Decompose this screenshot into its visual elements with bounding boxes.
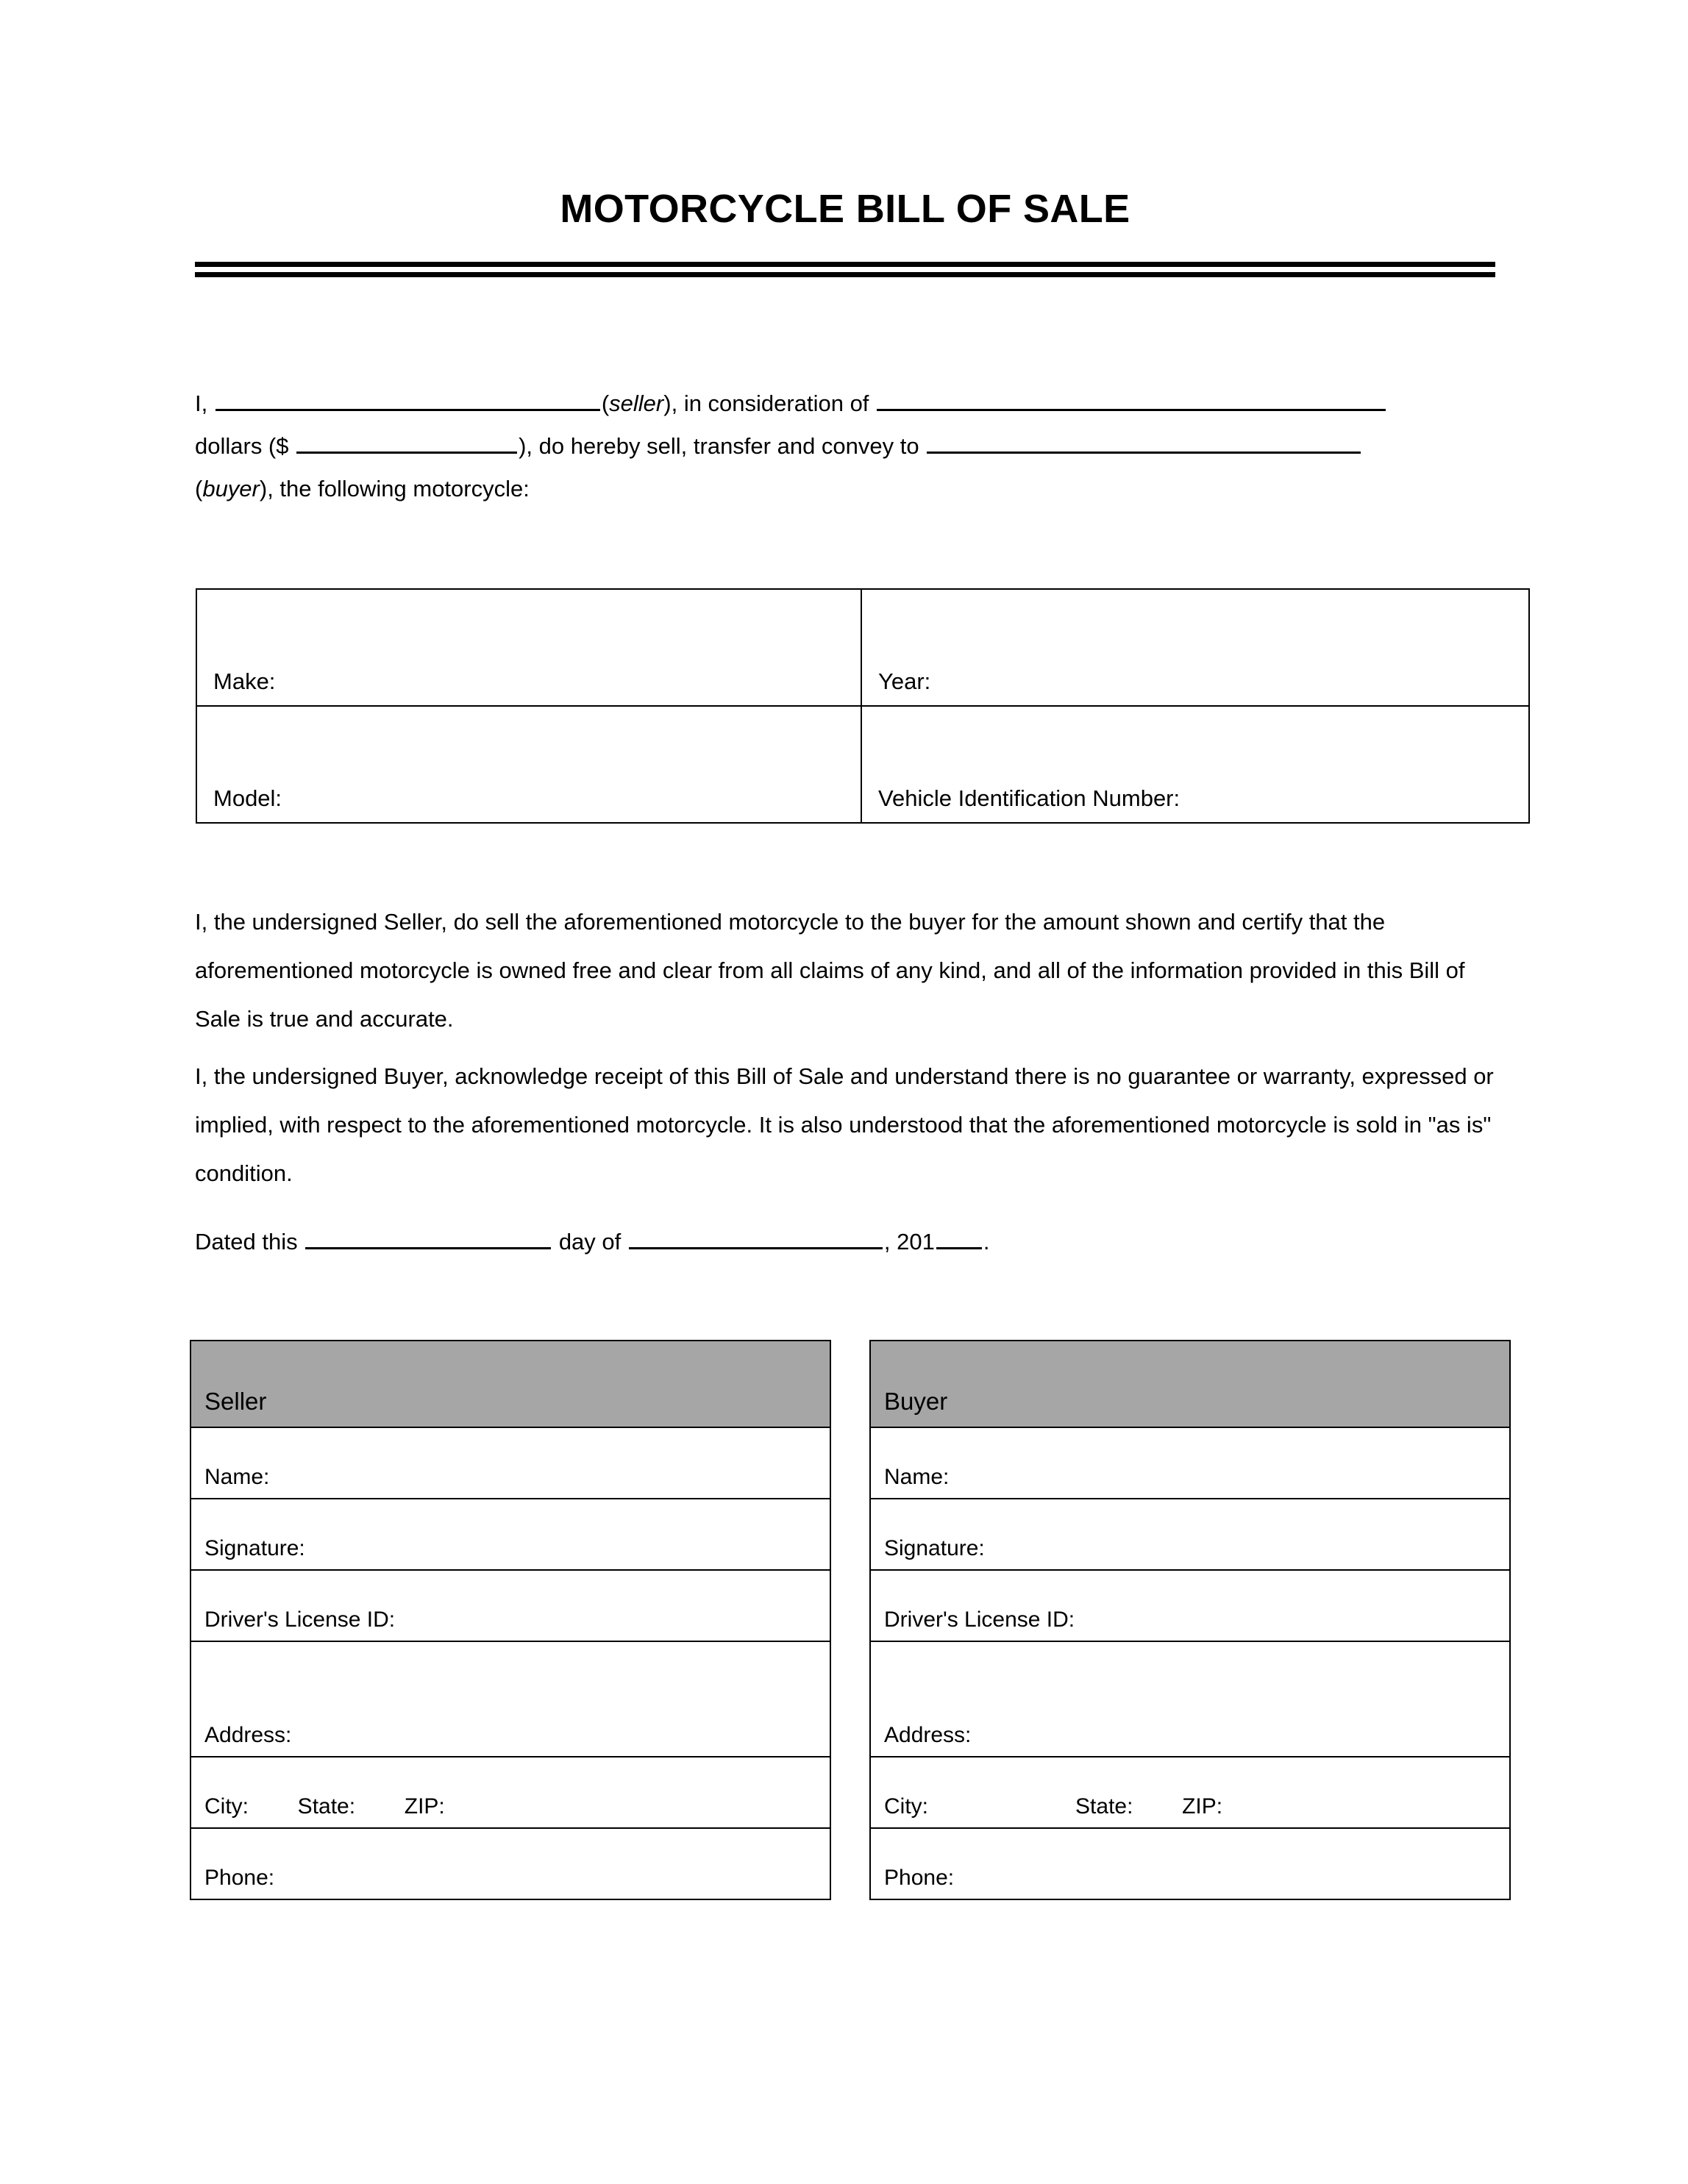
table-row [870, 1499, 1510, 1570]
seller-name-field[interactable]: Name: [190, 1427, 830, 1499]
vin-cell[interactable]: Vehicle Identification Number: [861, 706, 1529, 823]
seller-address-field[interactable]: Address: [190, 1641, 830, 1757]
year-blank[interactable] [936, 1225, 982, 1249]
dated-prefix: Dated this [195, 1229, 305, 1255]
buyer-address-field[interactable]: Address: [870, 1641, 1510, 1757]
paren-open-seller: ( [601, 390, 610, 416]
title-area [195, 188, 1495, 277]
table-row [190, 1757, 830, 1828]
seller-certification-paragraph: I, the undersigned Seller, do sell the aforementioned motorcycle to the buyer for the amount shown and certify that the aforementioned motorcycle is owned free and clear from all claims of any kind, and all of the information provided in this Bill of Sale is true and accurate. [195, 909, 1465, 1032]
table-row [196, 706, 1529, 823]
vehicle-details-table [196, 588, 1530, 824]
buyer-name-blank[interactable] [927, 429, 1361, 454]
buyer-block-heading: Buyer [870, 1341, 1510, 1427]
title-double-rule [195, 262, 1495, 277]
month-blank[interactable] [629, 1225, 883, 1249]
table-row [870, 1757, 1510, 1828]
buyer-signature-field[interactable]: Signature: [870, 1499, 1510, 1570]
buyer-information-block [869, 1340, 1511, 1900]
table-row [190, 1570, 830, 1641]
seller-signature-field[interactable]: Signature: [190, 1499, 830, 1570]
page-title: MOTORCYCLE BILL OF SALE [560, 187, 1130, 231]
intro-line-1 [195, 382, 1495, 425]
table-row [870, 1341, 1510, 1427]
day-blank[interactable] [305, 1225, 551, 1249]
dated-suffix: , 201 [883, 1229, 935, 1255]
seller-block-heading: Seller [190, 1341, 830, 1427]
buyer-name-field[interactable]: Name: [870, 1427, 1510, 1499]
table-row [190, 1427, 830, 1499]
paren-open-buyer: ( [195, 476, 203, 502]
title-rule-bottom [195, 272, 1495, 277]
amount-blank[interactable] [296, 429, 517, 454]
intro-paragraph [195, 382, 1495, 510]
intro-line-2 [195, 425, 1495, 468]
table-row [870, 1570, 1510, 1641]
table-row [870, 1641, 1510, 1757]
table-row [870, 1828, 1510, 1899]
intro-line1-suffix: ), in consideration of [663, 390, 876, 416]
table-row [190, 1641, 830, 1757]
model-cell[interactable]: Model: [196, 706, 861, 823]
title-rule-top [195, 262, 1495, 267]
buyer-license-field[interactable]: Driver's License ID: [870, 1570, 1510, 1641]
table-row [196, 589, 1529, 706]
dated-line [195, 1221, 989, 1263]
seller-license-field[interactable]: Driver's License ID: [190, 1570, 830, 1641]
make-cell[interactable]: Make: [196, 589, 861, 706]
intro-line-3 [195, 468, 1495, 510]
buyer-city-state-zip-field[interactable]: City: State: ZIP: [870, 1757, 1510, 1828]
table-row [870, 1427, 1510, 1499]
buyer-phone-field[interactable]: Phone: [870, 1828, 1510, 1899]
table-row [190, 1499, 830, 1570]
consideration-blank[interactable] [877, 387, 1386, 411]
seller-city-state-zip-field[interactable]: City: State: ZIP: [190, 1757, 830, 1828]
year-cell[interactable]: Year: [861, 589, 1529, 706]
intro-line3-suffix: ), the following motorcycle: [259, 476, 530, 502]
intro-line2-suffix: ), do hereby sell, transfer and convey to [519, 433, 926, 459]
seller-phone-field[interactable]: Phone: [190, 1828, 830, 1899]
intro-line1-prefix: I, [195, 390, 214, 416]
buyer-acknowledgement-paragraph: I, the undersigned Buyer, acknowledge receipt of this Bill of Sale and understand there is no guarantee or warranty, expressed or implied, with respect to the aforementioned motorcycle. It is also understood that the aforementioned motorcycle is sold in "as is" condition. [195, 1063, 1494, 1186]
table-row [190, 1828, 830, 1899]
seller-information-block [190, 1340, 831, 1900]
seller-name-blank[interactable] [216, 387, 600, 411]
table-row [190, 1341, 830, 1427]
intro-line2-prefix: dollars ($ [195, 433, 296, 459]
buyer-italic-label: buyer [202, 476, 260, 502]
seller-italic-label: seller [609, 390, 664, 416]
dated-middle: day of [552, 1229, 627, 1255]
dated-period: . [983, 1229, 990, 1255]
